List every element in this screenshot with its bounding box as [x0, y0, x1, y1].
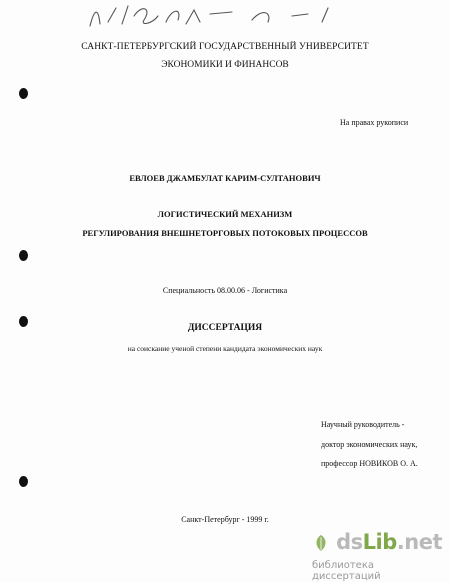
handwritten-mark: [82, 2, 382, 32]
leaf-icon: [314, 534, 328, 552]
degree-line: на соискание ученой степени кандидата экономических наук: [127, 344, 323, 353]
logo-suffix: .net: [396, 530, 442, 554]
city-year: Санкт-Петербург - 1999 г.: [181, 515, 269, 524]
logo-lib: Lib: [362, 530, 397, 554]
punch-hole-4: [19, 476, 28, 487]
university-line-1: САНКТ-ПЕТЕРБУРГСКИЙ ГОСУДАРСТВЕННЫЙ УНИВЕРСИТЕТ: [81, 42, 369, 52]
supervisor-line-1: Научный руководитель -: [321, 420, 405, 429]
punch-hole-2: [19, 250, 28, 261]
title-line-1: ЛОГИСТИЧЕСКИЙ МЕХАНИЗМ: [157, 209, 293, 219]
supervisor-line-2: доктор экономических наук,: [321, 440, 418, 449]
document-type: ДИССЕРТАЦИЯ: [187, 323, 263, 333]
author-name: ЕВЛОЕВ ДЖАМБУЛАТ КАРИМ-СУЛТАНОВИЧ: [129, 173, 321, 183]
supervisor-line-3: профессор НОВИКОВ О. А.: [321, 459, 418, 468]
punch-hole-1: [19, 88, 28, 99]
specialty: Специальность 08.00.06 - Логистика: [162, 286, 288, 295]
watermark-logo: [336, 530, 442, 554]
watermark-subtitle: библиотека диссертаций: [312, 560, 381, 582]
manuscript-note: На правах рукописи: [340, 118, 409, 127]
logo-prefix: ds: [336, 530, 363, 554]
title-line-2: РЕГУЛИРОВАНИЯ ВНЕШНЕТОРГОВЫХ ПОТОКОВЫХ ПРОЦЕССОВ: [82, 228, 368, 238]
dslib-watermark[interactable]: [312, 530, 442, 582]
university-line-2: ЭКОНОМИКИ И ФИНАНСОВ: [161, 60, 289, 70]
